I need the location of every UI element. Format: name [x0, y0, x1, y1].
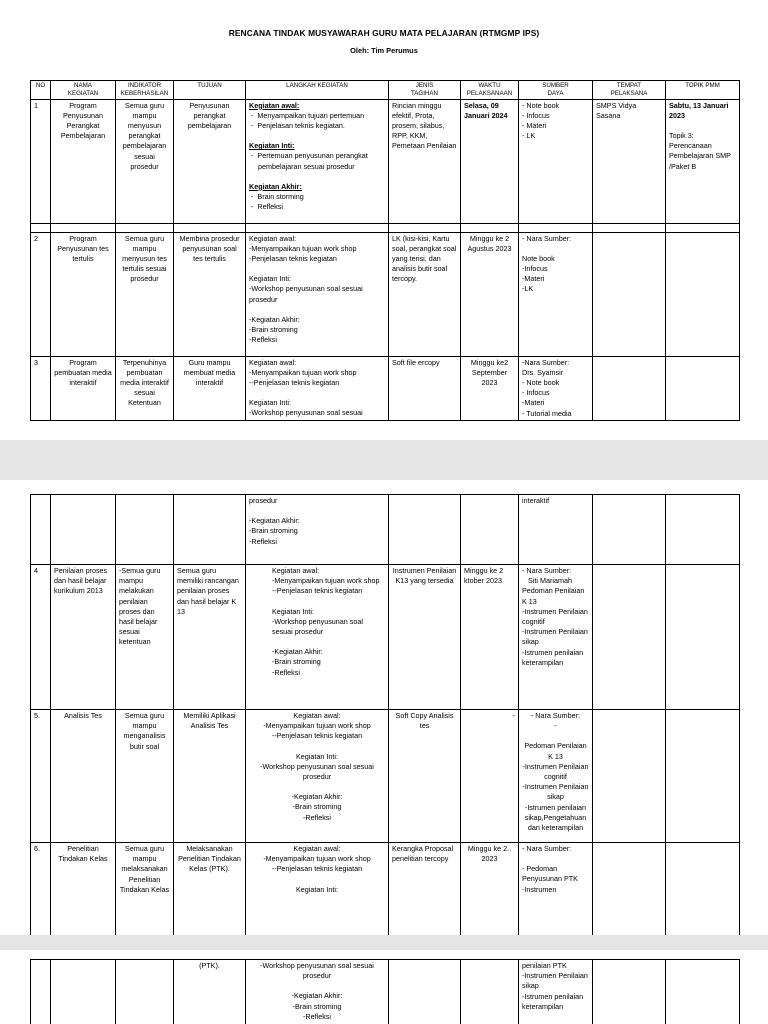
document-page-3: [0, 950, 768, 1024]
cell-tujuan: Guru mampu membuat media interaktif: [174, 356, 246, 420]
header-topik: TOPIK PMM: [666, 81, 740, 100]
cell-langkah: Kegiatan awal: - Menyampaikan tujuan pertemuan - Penjelasan teknis kegiatan. Kegiatan Inti: - Pertemuan penyusunan perangkat pembelajaran sesuai prosedur Kegiatan Akhir: - Brain storming - Refleksi: [246, 99, 389, 223]
cell-no: 6.: [31, 843, 51, 936]
cell-indikator: Terpenuhinya pembuatan media interaktif sesuai Ketentuan: [116, 356, 174, 420]
cell-jenis: Soft Copy Analisis tes: [389, 710, 461, 843]
cell-sumber: - Nara Sumber: Note book -Infocus -Materi -LK: [519, 232, 593, 356]
cell-topik: [666, 232, 740, 356]
cell-jenis: LK (kisi-kisi, Kartu soal, perangkat soal yang terisi, dan analisis butir soal tercopy.: [389, 232, 461, 356]
cell-indikator: Semua guru mampu melaksanakan Penelitian Tindakan Kelas: [116, 843, 174, 936]
cell-tujuan: Melaksanakan Penelitian Tindakan Kelas (PTK).: [174, 843, 246, 936]
cell-nama: Program pembuatan media interaktif: [51, 356, 116, 420]
document-page-2: [0, 480, 768, 935]
cell-tujuan: Semua guru memiliki rancangan penilaian proses dan hasil belajar K 13: [174, 565, 246, 710]
cell-waktu: Minggu ke2 September 2023: [461, 356, 519, 420]
cell-sumber: -Nara Sumber: Drs. Syamsir - Note book - Infocus -Materi - Tutorial media: [519, 356, 593, 420]
cell-tempat: SMPS Vidya Sasana: [593, 99, 666, 223]
cell-tujuan: Memiliki Aplikasi Analisis Tes: [174, 710, 246, 843]
cell-waktu: Minggu ke 2 ktober 2023: [461, 565, 519, 710]
table-row: [31, 843, 740, 936]
rtmgmp-table-page-2: [30, 494, 740, 935]
table-row: [31, 565, 740, 710]
cell-tujuan: (PTK).: [174, 960, 246, 1024]
cell-langkah: Kegiatan awal: -Menyampaikan tujuan work shop -Penjelasan teknis kegiatan Kegiatan Inti: -Workshop penyusunan soal sesuai prosedur -Kegiatan Akhir: -Brain stroming -Refleksi: [246, 232, 389, 356]
cell-langkah: Kegiatan awal: -Menyampaikan tujuan work shop --Penjelasan teknis kegiatan Kegiatan Inti: -Workshop penyusunan soal sesuai: [246, 356, 389, 420]
cell-langkah: prosedur -Kegiatan Akhir: -Brain stroming -Refleksi: [246, 495, 389, 565]
table-row: [31, 356, 740, 420]
cell-topik: [666, 710, 740, 843]
document-title: RENCANA TINDAK MUSYAWARAH GURU MATA PELAJARAN (RTMGMP IPS): [228, 28, 540, 38]
cell-tempat: [593, 710, 666, 843]
cell-indikator: Semua guru mampu menganalisis butir soal: [116, 710, 174, 843]
cell-indikator: Semua guru mampu menyusun perangkat pembelajaran sesuai prosedur: [116, 99, 174, 223]
document-page-1: [0, 0, 768, 440]
cell-sumber: - Nara Sumber: - Pedoman Penyusunan PTK -Instrumen: [519, 843, 593, 936]
cell-jenis: Soft file ercopy: [389, 356, 461, 420]
cell-nama: Program Penyusunan Perangkat Pembelajaran: [51, 99, 116, 223]
cell-topik: Sabtu, 13 Januari 2023 Topik 3: Perencanaan Pembelajaran SMP /Paket B: [666, 99, 740, 223]
table-spacer-row: [31, 223, 740, 232]
cell-sumber: penilaian PTK -Instrumen Penilaian sikap -Istrumen penilaian keterampilan: [519, 960, 593, 1024]
cell-sumber: - Nara Sumber: - Pedoman Penilaian K 13 -Instrumen Penilaian cognitif -Instrumen Penilaian sikap -Istrumen penilaian sikap,Pengetahuan dan keterampilan: [519, 710, 593, 843]
cell-tujuan: Penyusunan perangkat pembelajaran: [174, 99, 246, 223]
rtmgmp-table-page-3: [30, 959, 740, 1024]
cell-nama: Penilaian proses dan hasil belajar kurikulum 2013: [51, 565, 116, 710]
cell-waktu: -: [461, 710, 519, 843]
cell-indikator: Semua guru mampu menyusun tes tertulis sesuai prosedur: [116, 232, 174, 356]
cell-waktu: Selasa, 09 Januari 2024: [461, 99, 519, 223]
header-tempat: TEMPAT PELAKSANA: [593, 81, 666, 100]
cell-tempat: [593, 232, 666, 356]
table-row-continued: [31, 960, 740, 1024]
table-header-row: [31, 81, 740, 100]
cell-nama: Analisis Tes: [51, 710, 116, 843]
document-author: Oleh: Tim Perumus: [350, 46, 418, 55]
table-row-continued: [31, 495, 740, 565]
cell-sumber: - Nara Sumber: Siti Mariamah Pedoman Penilaian K 13 -Instrumen Penilaian cognitif -Instrumen Penilaian sikap -Istrumen penilaian keterampilan: [519, 565, 593, 710]
cell-nama: Penelitian Tindakan Kelas: [51, 843, 116, 936]
cell-no: 2: [31, 232, 51, 356]
table-row: [31, 232, 740, 356]
cell-tempat: [593, 565, 666, 710]
cell-topik: [666, 565, 740, 710]
table-row: [31, 99, 740, 223]
header-jenis-tagihan: JENIS TAGIHAN: [389, 81, 461, 100]
cell-jenis: Rincian minggu efektif, Prota, prosem, silabus, RPP, KKM, Pemetaan Penilaian: [389, 99, 461, 223]
header-tujuan: TUJUAN: [174, 81, 246, 100]
header-waktu: WAKTU PELAKSANAAN: [461, 81, 519, 100]
cell-waktu: Minggu ke 2 Agustus 2023: [461, 232, 519, 356]
cell-jenis: Instrumen Penilaian K13 yang tersedia: [389, 565, 461, 710]
cell-waktu: Minggu ke 2.. 2023: [461, 843, 519, 936]
header-sumber-daya: SUMBER DAYA: [519, 81, 593, 100]
cell-no: 5.: [31, 710, 51, 843]
header-langkah: LANGKAH KEGIATAN: [246, 81, 389, 100]
table-row: [31, 710, 740, 843]
cell-sumber: - Note book - Infocus - Materi - LK: [519, 99, 593, 223]
cell-topik: [666, 356, 740, 420]
cell-langkah: -Workshop penyusunan soal sesuai prosedur -Kegiatan Akhir: -Brain stroming -Refleksi: [246, 960, 389, 1024]
cell-jenis: Kerangka Proposal penelitian tercopy: [389, 843, 461, 936]
cell-tempat: [593, 356, 666, 420]
header-no: NO: [31, 81, 51, 100]
cell-topik: [666, 843, 740, 936]
cell-indikator: -Semua guru mampu melakukan penilaian proses dan hasil belajar sesuai ketentuan: [116, 565, 174, 710]
rtmgmp-table-page-1: [30, 80, 740, 421]
cell-langkah: Kegiatan awal: -Menyampaikan tujuan work shop --Penjelasan teknis kegiatan Kegiatan Inti: -Workshop penyusunan soal sesuai prosedur -Kegiatan Akhir: -Brain stroming -Refleksi: [246, 565, 389, 710]
header-indikator: INDIKATOR KEBERHASILAN: [116, 81, 174, 100]
cell-no: 3: [31, 356, 51, 420]
cell-langkah: Kegiatan awal: -Menyampaikan tujuan work shop --Penjelasan teknis kegiatan Kegiatan Inti: -Workshop penyusunan soal sesuai prosedur -Kegiatan Akhir: -Brain stroming -Refleksi: [246, 710, 389, 843]
cell-no: 1: [31, 99, 51, 223]
cell-nama: Program Penyusunan tes tertulis: [51, 232, 116, 356]
cell-no: 4: [31, 565, 51, 710]
cell-sumber: interaktif: [519, 495, 593, 565]
header-nama-kegiatan: NAMA KEGIATAN: [51, 81, 116, 100]
cell-tujuan: Membina prosedur penyusunan soal tes tertulis: [174, 232, 246, 356]
cell-tempat: [593, 843, 666, 936]
cell-langkah: Kegiatan awal: -Menyampaikan tujuan work shop --Penjelasan teknis kegiatan Kegiatan Inti:: [246, 843, 389, 936]
